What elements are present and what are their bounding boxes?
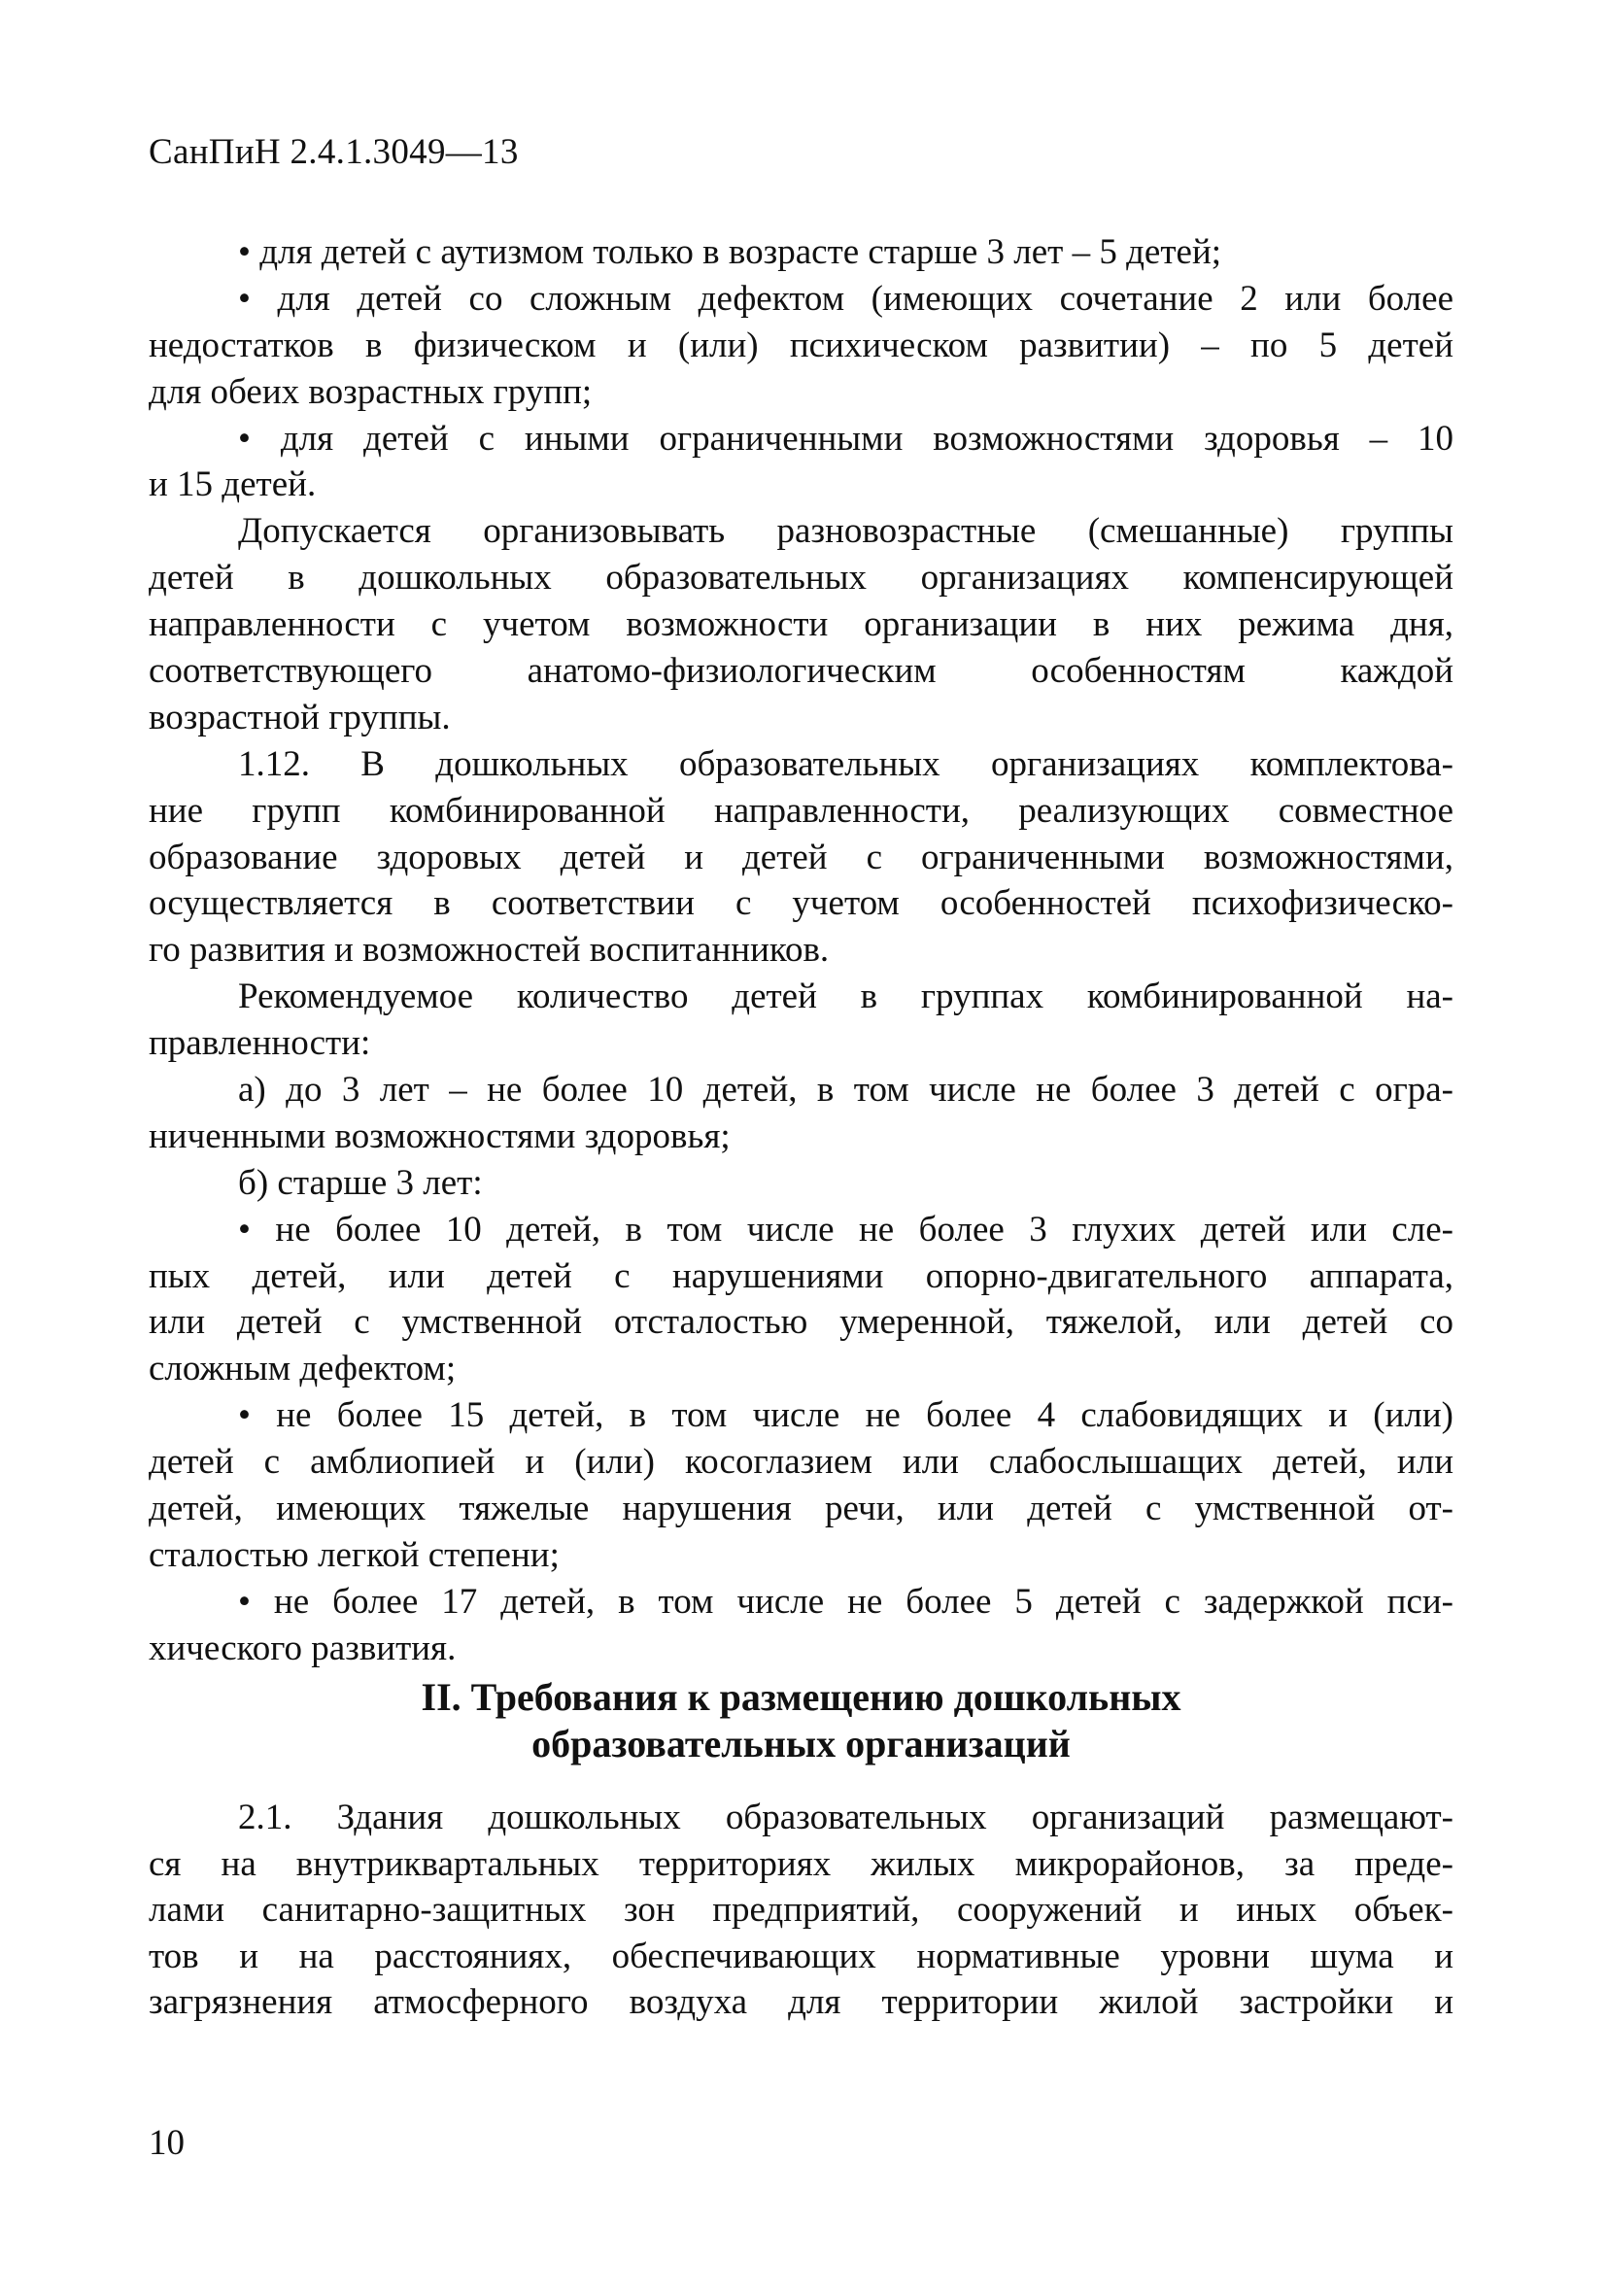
body-line: направленности с учетом возможности организации в них режима дня, [149,604,1453,645]
body-line: а) до 3 лет – не более 10 детей, в том числе не более 3 детей с огра- [238,1070,1453,1111]
running-head: СанПиН 2.4.1.3049—13 [149,132,519,172]
body-line: для обеих возрастных групп; [149,371,593,412]
body-line: ние групп комбинированной направленности, реализующих совместное [149,790,1453,831]
body-line: Допускается организовывать разновозрастные (смешанные) группы [238,511,1453,552]
body-line: хического развития. [149,1628,457,1668]
section-line: тов и на расстояниях, обеспечивающих нормативные уровни шума и [149,1936,1453,1976]
body-line: ниченными возможностями здоровья; [149,1115,731,1156]
body-line: сталостью легкой степени; [149,1534,560,1575]
body-line: 1.12. В дошкольных образовательных организациях комплектова- [238,743,1453,784]
section-line: 2.1. Здания дошкольных образовательных организаций размещают- [238,1798,1453,1837]
section-body-text [149,1795,1453,2026]
section-heading [149,1674,1453,1767]
body-line: сложным дефектом; [149,1349,457,1389]
body-line: пых детей, или детей с нарушениями опорно-двигательного аппарата, [149,1255,1453,1296]
section-heading-line-1: II. Требования к размещению дошкольных [421,1675,1181,1719]
body-line: детей с амблиопией и (или) косоглазием или слабослышащих детей, или [149,1442,1453,1483]
body-line: • для детей со сложным дефектом (имеющих сочетание 2 или более [238,278,1453,319]
body-line: или детей с умственной отсталостью умеренной, тяжелой, или детей со [149,1302,1453,1343]
section-line: лами санитарно-защитных зон предприятий, сооружений и иных объек- [149,1890,1453,1930]
section-line: загрязнения атмосферного воздуха для территории жилой застройки и [149,1982,1453,2022]
body-line: детей, имеющих тяжелые нарушения речи, или детей с умственной от- [149,1489,1453,1529]
body-line: • не более 15 детей, в том числе не более 4 слабовидящих и (или) [238,1395,1453,1436]
body-line: го развития и возможностей воспитанников. [149,930,830,971]
body-line: возрастной группы. [149,697,451,737]
body-line: и 15 детей. [149,464,317,505]
body-line: • не более 10 детей, в том числе не более 3 глухих детей или сле- [238,1209,1453,1250]
body-text [149,229,1453,1672]
section-heading-line-2: образовательных организаций [531,1722,1071,1765]
body-line: правленности: [149,1023,371,1064]
body-line: • для детей с иными ограниченными возможностями здоровья – 10 [238,418,1453,459]
body-line: соответствующего анатомо-физиологическим особенностям каждой [149,651,1453,692]
body-line: • для детей с аутизмом только в возрасте старше 3 лет – 5 детей; [238,232,1222,272]
body-line: Рекомендуемое количество детей в группах комбинированной на- [238,977,1453,1017]
body-line: недостатков в физическом и (или) психическом развитии) – по 5 детей [149,325,1453,365]
body-line: • не более 17 детей, в том числе не более 5 детей с задержкой пси- [238,1581,1453,1622]
section-line: ся на внутриквартальных территориях жилых микрорайонов, за преде- [149,1843,1453,1884]
body-line: б) старше 3 лет: [238,1162,483,1203]
page-number: 10 [149,2123,185,2163]
body-line: образование здоровых детей и детей с ограниченными возможностями, [149,837,1453,877]
body-line: осуществляется в соответствии с учетом особенностей психофизическо- [149,883,1453,924]
body-line: детей в дошкольных образовательных организациях компенсирующей [149,558,1453,599]
